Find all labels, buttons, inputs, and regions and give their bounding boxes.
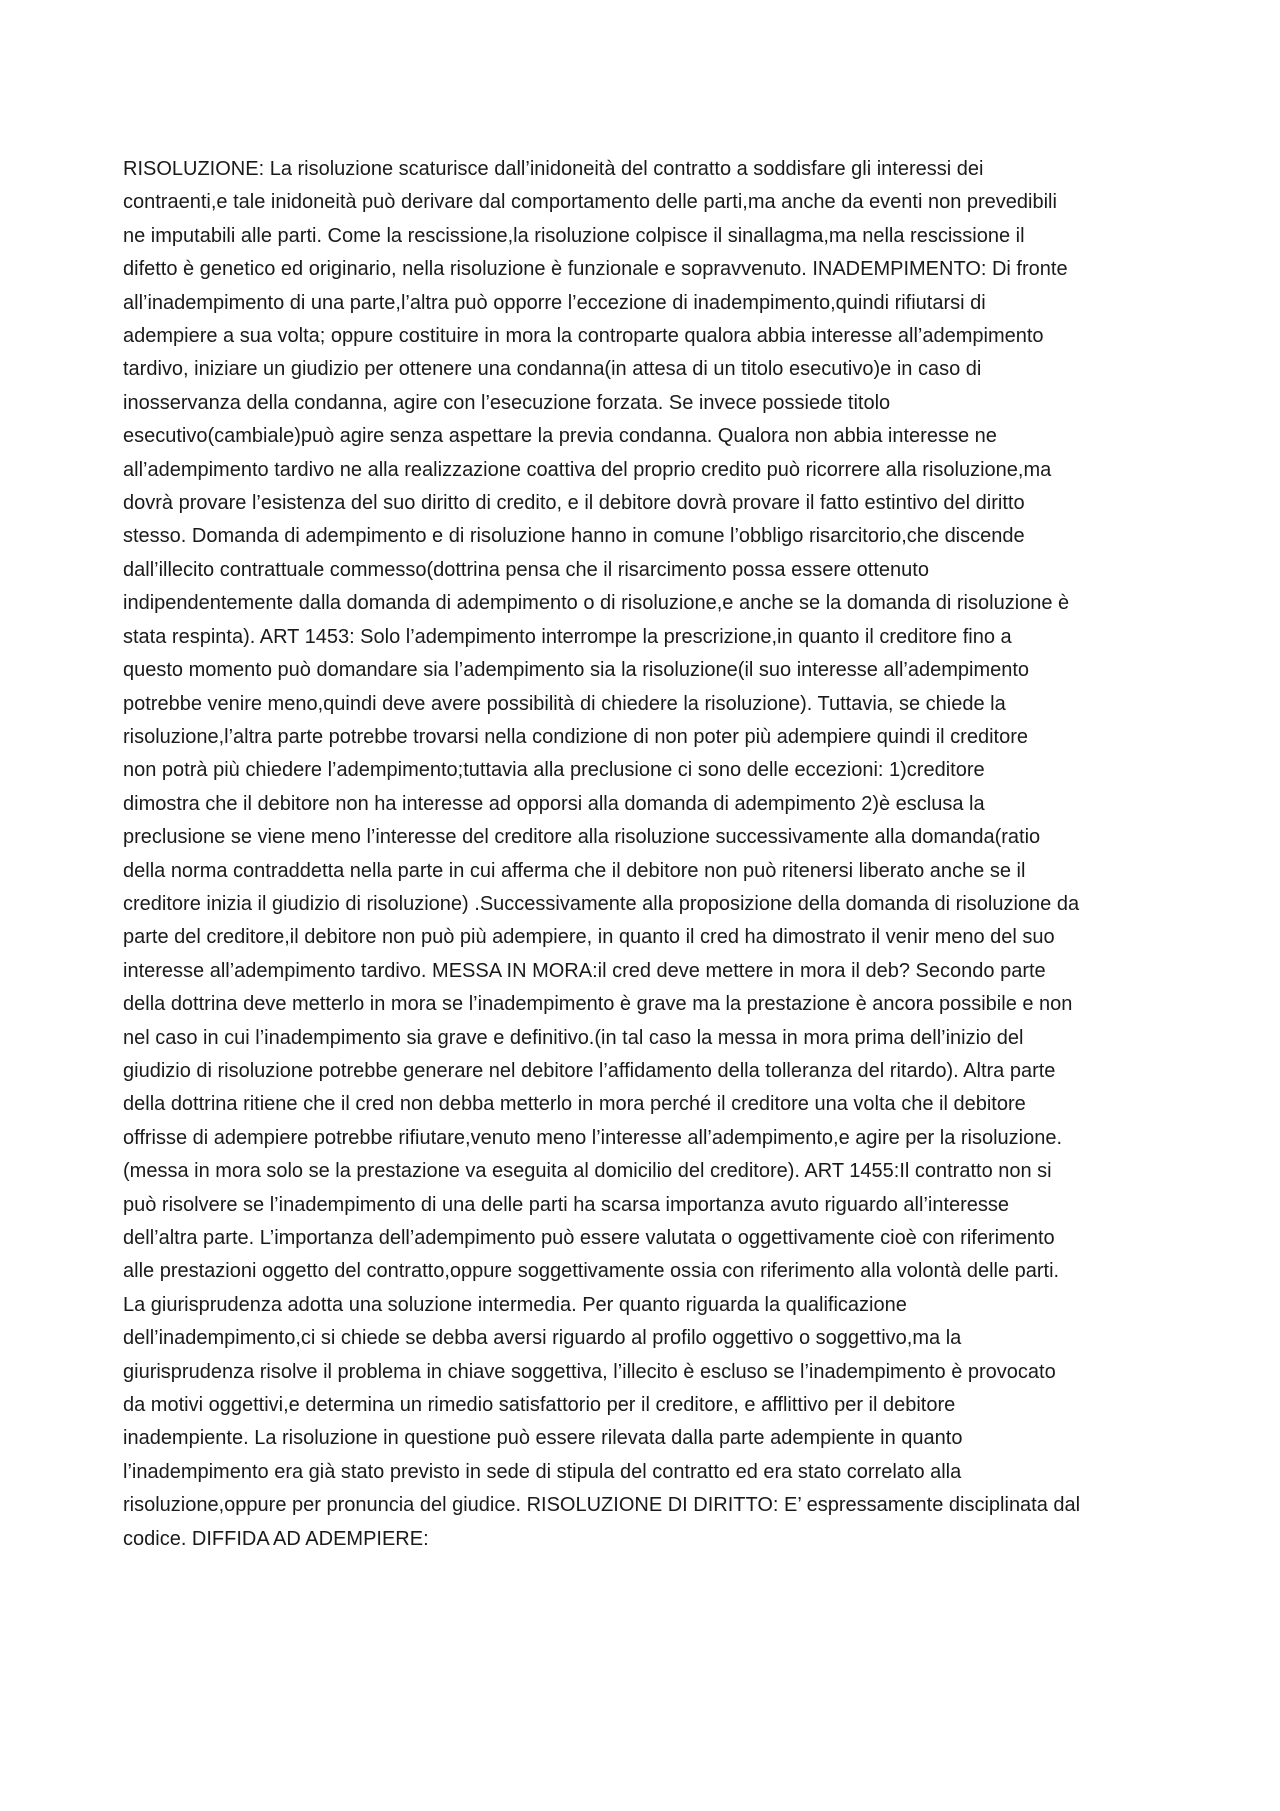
text-line: indipendentemente dalla domanda di adempimento o di risoluzione,e anche se la domanda di risoluzione è [123,592,1070,615]
text-line: dall’illecito contrattuale commesso(dottrina pensa che il risarcimento possa essere ottenuto [123,558,929,581]
text-line: questo momento può domandare sia l’adempimento sia la risoluzione(il suo interesse all’adempimento [123,659,1030,682]
text-line: parte del creditore,il debitore non può più adempiere, in quanto il cred ha dimostrato il venir meno del suo [123,926,1055,949]
text-line: interesse all’adempimento tardivo. MESSA IN MORA:il cred deve mettere in mora il deb? Secondo parte [123,959,1046,982]
text-line: dimostra che il debitore non ha interesse ad opporsi alla domanda di adempimento 2)è esclusa la [123,792,985,815]
text-line: può risolvere se l’inadempimento di una delle parti ha scarsa importanza avuto riguardo all’interesse [123,1193,1010,1216]
text-line: inosservanza della condanna, agire con l’esecuzione forzata. Se invece possiede titolo [123,391,891,414]
text-line: della norma contraddetta nella parte in cui afferma che il debitore non può ritenersi liberato anche se il [123,859,1026,882]
text-line: da motivi oggettivi,e determina un rimedio satisfattorio per il creditore, e afflittivo per il debitore [123,1394,956,1417]
text-line: risoluzione,l’altra parte potrebbe trovarsi nella condizione di non poter più adempiere quindi il creditore [123,725,1028,748]
text-line: preclusione se viene meno l’interesse del creditore alla risoluzione successivamente alla domanda(ratio [123,826,1041,849]
text-line: alle prestazioni oggetto del contratto,oppure soggettivamente ossia con riferimento alla volontà delle parti. [123,1260,1060,1283]
text-line: dell’altra parte. L’importanza dell’adempimento può essere valutata o oggettivamente cioè con riferimento [123,1227,1055,1249]
text-line: adempiere a sua volta; oppure costituire in mora la controparte qualora abbia interesse all’adempimento [123,325,1044,348]
text-line: tardivo, iniziare un giudizio per ottenere una condanna(in attesa di un titolo esecutivo)e in caso di [123,358,982,381]
text-line: giudizio di risoluzione potrebbe generare nel debitore l’affidamento della tolleranza del ritardo). Altra parte [123,1059,1056,1082]
text-line: RISOLUZIONE: La risoluzione scaturisce dall’inidoneità del contratto a soddisfare gli interessi dei [123,158,984,180]
text-line: La giurisprudenza adotta una soluzione intermedia. Per quanto riguarda la qualificazione [123,1293,907,1316]
text-line: risoluzione,oppure per pronuncia del giudice. RISOLUZIONE DI DIRITTO: E’ espressamente disciplinata dal [123,1494,1081,1517]
text-line: nel caso in cui l’inadempimento sia grave e definitivo.(in tal caso la messa in mora prima dell’inizio del [123,1026,1024,1049]
text-line: all’adempimento tardivo ne alla realizzazione coattiva del proprio credito può ricorrere alla risoluzione,ma [123,458,1052,481]
text-line: potrebbe venire meno,quindi deve avere possibilità di chiedere la risoluzione). Tuttavia, se chiede la [123,692,1006,715]
text-line: (messa in mora solo se la prestazione va eseguita al domicilio del creditore). ART 1455:Il contratto non si [123,1160,1052,1183]
text-line: all’inadempimento di una parte,l’altra può opporre l’eccezione di inadempimento,quindi rifiutarsi di [123,291,986,314]
text-line: creditore inizia il giudizio di risoluzione) .Successivamente alla proposizione della domanda di risoluzione da [123,892,1080,915]
text-line: difetto è genetico ed originario, nella risoluzione è funzionale e sopravvenuto. INADEMPIMENTO: Di fronte [123,258,1068,281]
text-line: della dottrina ritiene che il cred non debba metterlo in mora perché il creditore una volta che il debitore [123,1093,1026,1116]
text-line: dell’inadempimento,ci si chiede se debba aversi riguardo al profilo oggettivo o soggettivo,ma la [123,1327,962,1350]
text-line: inadempiente. La risoluzione in questione può essere rilevata dalla parte adempiente in quanto [123,1427,963,1450]
text-line: offrisse di adempiere potrebbe rifiutare,venuto meno l’interesse all’adempimento,e agire per la risoluzione. [123,1126,1063,1149]
text-line: ne imputabili alle parti. Come la rescissione,la risoluzione colpisce il sinallagma,ma nella rescissione il [123,224,1025,247]
body-paragraph [123,153,1168,1556]
text-line: giurisprudenza risolve il problema in chiave soggettiva, l’illecito è escluso se l’inadempimento è provocato [123,1360,1056,1383]
text-line: l’inadempimento era già stato previsto in sede di stipula del contratto ed era stato correlato alla [123,1460,962,1483]
text-line: non potrà più chiedere l’adempimento;tuttavia alla preclusione ci sono delle eccezioni: 1)creditore [123,759,985,782]
text-line: esecutivo(cambiale)può agire senza aspettare la previa condanna. Qualora non abbia interesse ne [123,425,997,448]
text-line: contraenti,e tale inidoneità può derivare dal comportamento delle parti,ma anche da eventi non prevedibili [123,191,1057,214]
text-line: codice. DIFFIDA AD ADEMPIERE: [123,1527,429,1550]
text-line: dovrà provare l’esistenza del suo diritto di credito, e il debitore dovrà provare il fatto estintivo del diritto [123,492,1025,515]
text-line: stesso. Domanda di adempimento e di risoluzione hanno in comune l’obbligo risarcitorio,che discende [123,525,1025,548]
text-line: della dottrina deve metterlo in mora se l’inadempimento è grave ma la prestazione è ancora possibile e non [123,993,1073,1016]
text-line: stata respinta). ART 1453: Solo l’adempimento interrompe la prescrizione,in quanto il creditore fino a [123,625,1012,648]
